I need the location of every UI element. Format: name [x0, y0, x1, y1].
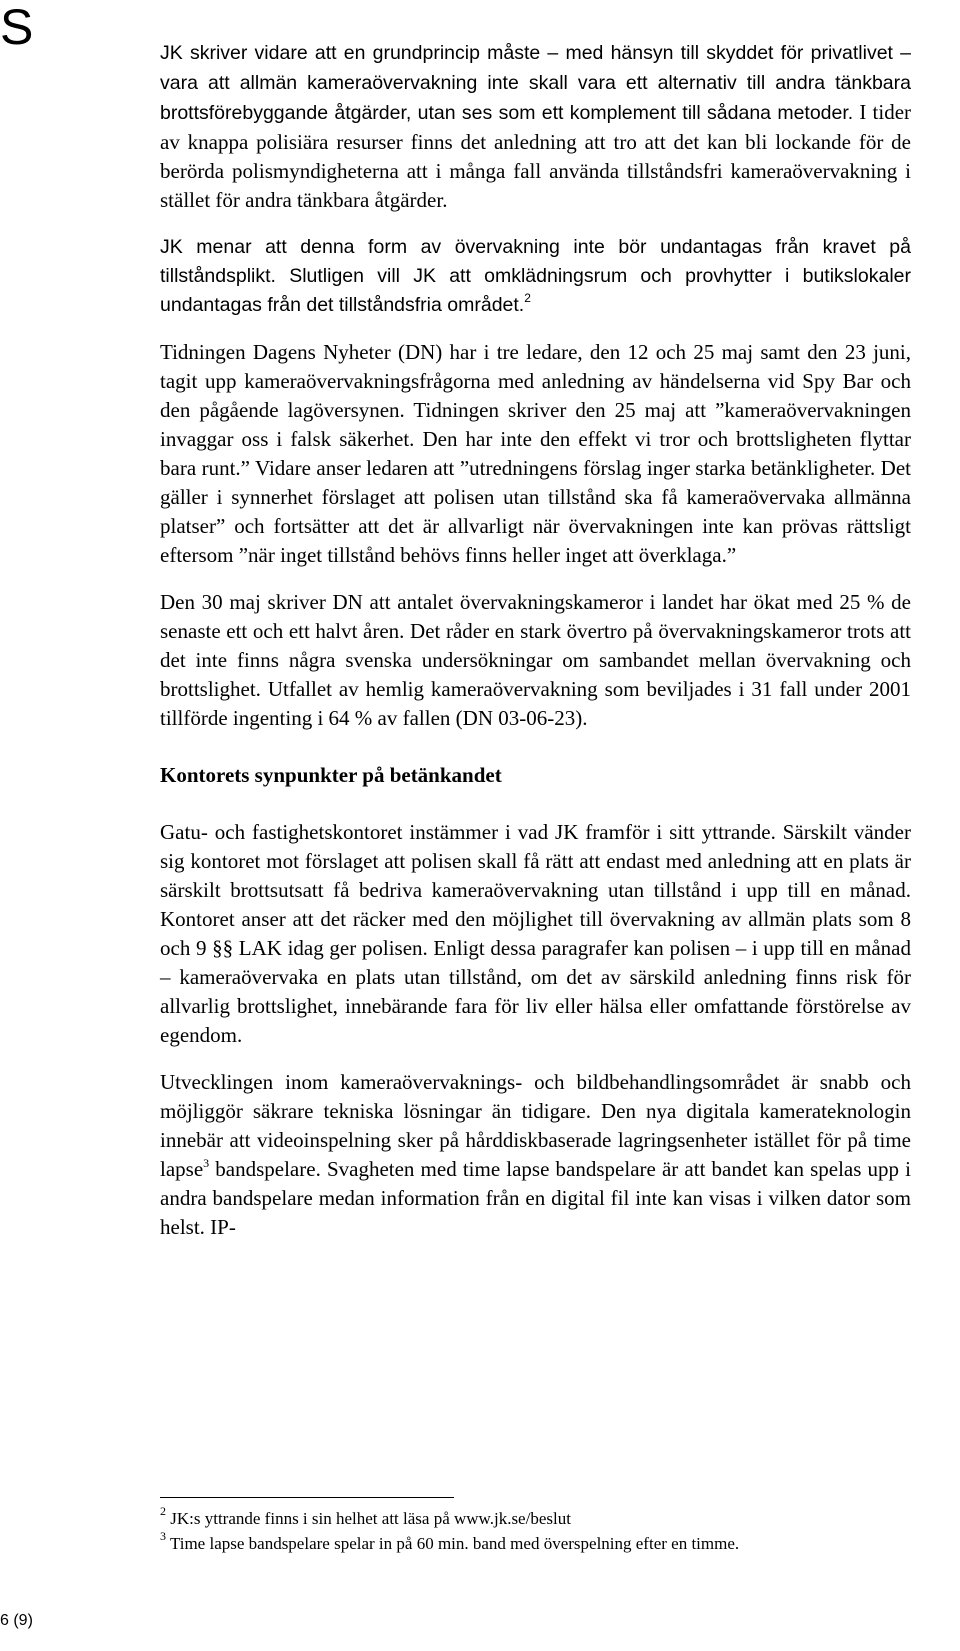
footnote-divider — [160, 1497, 454, 1498]
paragraph-jk-principle-part1: JK skriver vidare att en grundprincip måste – med hänsyn till skyddet för privatlivet – vara att allmän kameraövervakning inte skall vara ett alternativ till andra tänkbara brottsförebyggande åtgärder, utan ses som ett komplement till sådana metoder. — [160, 42, 911, 124]
footnote-2 — [160, 1506, 920, 1531]
footnote-2-text: JK:s yttrande finns i sin helhet att läsa på www.jk.se/beslut — [166, 1509, 571, 1528]
page-number: 6 (9) — [0, 1612, 33, 1629]
paragraph-jk-permit-text: JK menar att denna form av övervakning inte bör undantagas från kravet på tillståndsplikt. Slutligen vill JK att omklädningsrum och provhytter i butikslokaler undantagas från det tillståndsfria området. — [160, 236, 911, 316]
footnote-ref-3[interactable]: 3 — [203, 1156, 210, 1170]
footnote-2-number: 2 — [160, 1504, 166, 1518]
section-heading: Kontorets synpunkter på betänkandet — [160, 763, 502, 787]
paragraph-jk-permit — [160, 233, 911, 320]
paragraph-jk-principle-part2: I tider av knappa polisiära resurser finns det anledning att tro att det kan bli lockande för de berörda polismyndigheterna att i många fall använda tillståndsfri kameraövervakning i stället för andra tänkbara åtgärder. — [160, 100, 912, 212]
paragraph-office-view: Gatu- och fastighetskontoret instämmer i vad JK framför i sitt yttrande. Särskilt vänder sig kontoret mot förslaget att polisen skall få rätt att endast med anledning att en plats är särskilt brottsutsatt få bedriva kameraövervakning utan tillstånd i upp till en månad. Kontoret anser att det räcker med den möjlighet till övervakning av allmän plats som 8 och 9 §§ LAK idag ger polisen. Enligt dessa paragrafer kan polisen – i upp till en månad – kameraövervaka en plats utan tillstånd, om det av särskild anledning finns risk för allvarlig brottslighet, innebärande fara för liv eller hälsa eller omfattande förstörelse av egendom. — [160, 820, 911, 1047]
footnote-3-text: Time lapse bandspelare spelar in på 60 min. band med överspelning efter en timme. — [166, 1534, 740, 1553]
corner-letter-mark: S — [0, 0, 34, 55]
paragraph-dn-cameras: Den 30 maj skriver DN att antalet övervakningskameror i landet har ökat med 25 % de senaste ett och ett halvt åren. Det råder en stark övertro på övervakningskameror trots att det inte finns några svenska undersökningar om sambandet mellan övervakning och brottslighet. Utfallet av hemlig kameraövervakning som beviljades i 31 fall under 2001 tillförde ingenting i 64 % av fallen (DN 03-06-23). — [160, 590, 911, 730]
paragraph-jk-principle — [160, 38, 911, 215]
paragraph-dn-editorials: Tidningen Dagens Nyheter (DN) har i tre ledare, den 12 och 25 maj samt den 23 juni, tagit upp kameraövervakningsfrågorna med anledning av händelserna vid Spy Bar och den pågående lagöversynen. Tidningen skriver den 25 maj att ”kameraövervakningen invaggar oss i falsk säkerhet. Den har inte den effekt vi tror och brottsligheten flyttar bara runt.” Vidare anser ledaren att ”utredningens förslag inger starka betänkligheter. Det gäller i synnerhet förslaget att polisen utan tillstånd ska få kameraövervaka allmänna platser” och fortsätter att det är allvarligt när övervakningen inte kan prövas rättsligt eftersom ”när inget tillstånd behövs finns heller inget att överklaga.” — [160, 340, 911, 567]
footnote-ref-2[interactable]: 2 — [524, 291, 531, 305]
document-body — [160, 38, 911, 1242]
footnote-3 — [160, 1531, 920, 1556]
footnotes — [160, 1506, 920, 1556]
paragraph-technology-part1: Utvecklingen inom kameraövervaknings- och bildbehandlingsområdet är snabb och möjliggör säkrare tekniska lösningar än tidigare. Den nya digitala kamerateknologin innebär att videoinspelning sker på hårddiskbaserade lagringsenheter istället för på time lapse — [160, 1070, 911, 1181]
footnote-3-number: 3 — [160, 1529, 166, 1543]
paragraph-technology-part2: bandspelare. Svagheten med time lapse bandspelare är att bandet kan spelas upp i andra bandspelare medan information från en digital fil inte kan visas i vilken dator som helst. IP- — [160, 1157, 911, 1239]
paragraph-technology — [160, 1068, 911, 1242]
